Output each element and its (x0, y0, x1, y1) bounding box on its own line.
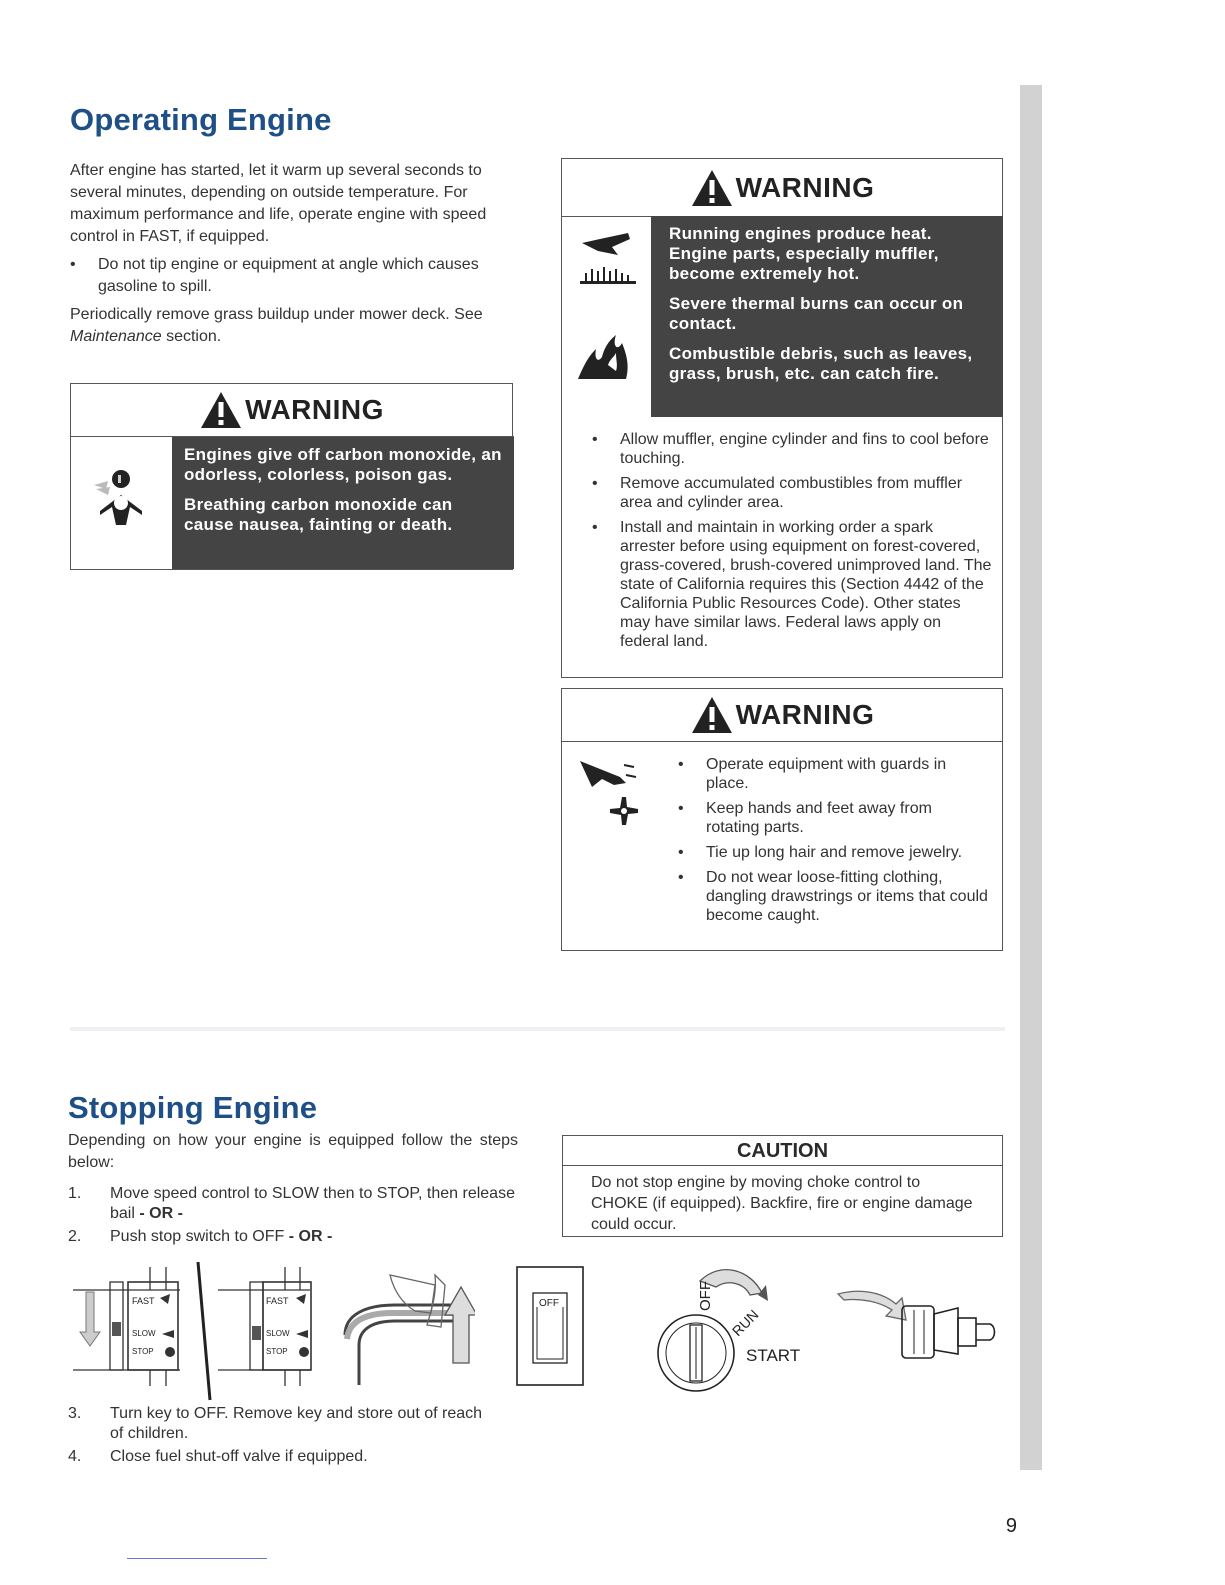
step-item: 2. Push stop switch to OFF - OR - (68, 1228, 333, 1245)
operating-paragraph: After engine has started, let it warm up several seconds to several minutes, depending on outside temperature. For maximum performance and life, operate engine with speed control in FAST, if equipped. (70, 162, 487, 245)
caution-header: CAUTION (563, 1136, 1002, 1166)
key-switch-diagram (640, 1255, 820, 1405)
bail-handle-diagram (335, 1265, 475, 1395)
scan-artifact-line (127, 1558, 267, 1559)
warning-line: Severe thermal burns can occur on contact. (669, 294, 964, 333)
warning-header (562, 159, 1002, 216)
list-item: • Tie up long hair and remove jewelry. (678, 843, 988, 862)
warning-triangle-icon (690, 168, 734, 208)
key-start-label: START (746, 1346, 801, 1365)
warning-heat-message (651, 216, 1003, 417)
stopping-steps-top (68, 1184, 518, 1250)
warning-carbon-monoxide-box (70, 383, 513, 570)
slow-label: SLOW (266, 1329, 290, 1338)
warning-label: WARNING (735, 171, 875, 203)
operating-bullet-list (70, 254, 520, 298)
page-edge-strip (1020, 85, 1042, 1470)
warning-rotating-parts-box (561, 688, 1003, 951)
fuel-valve-diagram (830, 1280, 1000, 1380)
warning-line: Engines give off carbon monoxide, an odorless, colorless, poison gas. (184, 445, 502, 484)
hot-surface-icon (578, 229, 636, 285)
warning-heat-box (561, 158, 1003, 678)
divider (561, 216, 651, 217)
list-item: • Allow muffler, engine cylinder and fins to cool before touching. (592, 430, 992, 468)
caution-message: Do not stop engine by moving choke control to CHOKE (if equipped). Backfire, fire or engine damage could occur. (591, 1174, 973, 1233)
warning-line: Combustible debris, such as leaves, grass, brush, etc. can catch fire. (669, 344, 973, 383)
warning-triangle-icon (690, 695, 734, 735)
heat-bullet-list (592, 430, 992, 657)
fast-label: FAST (266, 1296, 289, 1306)
key-off-label: OFF (697, 1281, 714, 1311)
key-run-label: RUN (728, 1306, 762, 1340)
step-item: 3. Turn key to OFF. Remove key and store out of reach of children. (68, 1405, 483, 1442)
warning-carbon-monoxide-message (172, 437, 514, 569)
stop-label: STOP (266, 1347, 288, 1356)
slow-label: SLOW (132, 1329, 156, 1338)
operating-text (70, 160, 520, 348)
page-number: 9 (1005, 1515, 1017, 1537)
stop-switch-diagram (515, 1265, 585, 1387)
section-title-stopping: Stopping Engine (68, 1090, 318, 1125)
warning-header (562, 689, 1002, 742)
step-item: 4. Close fuel shut-off valve if equipped. (68, 1448, 368, 1465)
poison-gas-icon (88, 467, 154, 527)
list-item: • Install and maintain in working order a spark arrester before using equipment on forest-covered, grass-covered, brush-covered unimproved land. The state of California requires this (Section 4442 of the California Public Resources Code). Other states may have similar laws. Federal laws apply on federal land. (592, 518, 992, 651)
step-item: 1. Move speed control to SLOW then to STOP, then release bail - OR - (68, 1185, 515, 1222)
speed-control-diagram (70, 1262, 325, 1402)
stopping-intro: Depending on how your engine is equipped follow the steps below: (68, 1132, 518, 1171)
list-item: • Keep hands and feet away from rotating parts. (678, 799, 988, 837)
warning-triangle-icon (199, 390, 243, 430)
fire-icon (574, 321, 636, 383)
warning-line: Running engines produce heat. Engine parts, especially muffler, become extremely hot. (669, 224, 939, 283)
warning-label: WARNING (735, 699, 875, 730)
rotating-blade-hand-icon (576, 755, 646, 829)
rotating-parts-bullet-list (678, 755, 988, 931)
warning-header (71, 384, 512, 436)
stop-label: STOP (132, 1347, 154, 1356)
caution-box (562, 1135, 1003, 1237)
stopping-steps-bottom (68, 1404, 498, 1470)
list-item: • Do not wear loose-fitting clothing, dangling drawstrings or items that could become caught. (678, 868, 988, 925)
section-divider (70, 1027, 1005, 1031)
maintenance-reference: Maintenance (70, 328, 162, 345)
list-item: • Remove accumulated combustibles from muffler area and cylinder area. (592, 474, 992, 512)
warning-label: WARNING (245, 394, 384, 425)
warning-line: Breathing carbon monoxide can cause nausea, fainting or death. (184, 495, 453, 534)
list-item: • Do not tip engine or equipment at angle which causes gasoline to spill. (70, 254, 520, 298)
section-title-operating: Operating Engine (70, 102, 332, 137)
list-item: • Operate equipment with guards in place. (678, 755, 988, 793)
fast-label: FAST (132, 1296, 155, 1306)
maintenance-paragraph: Periodically remove grass buildup under mower deck. See Maintenance section. (70, 306, 483, 345)
off-switch-label: OFF (539, 1298, 559, 1309)
